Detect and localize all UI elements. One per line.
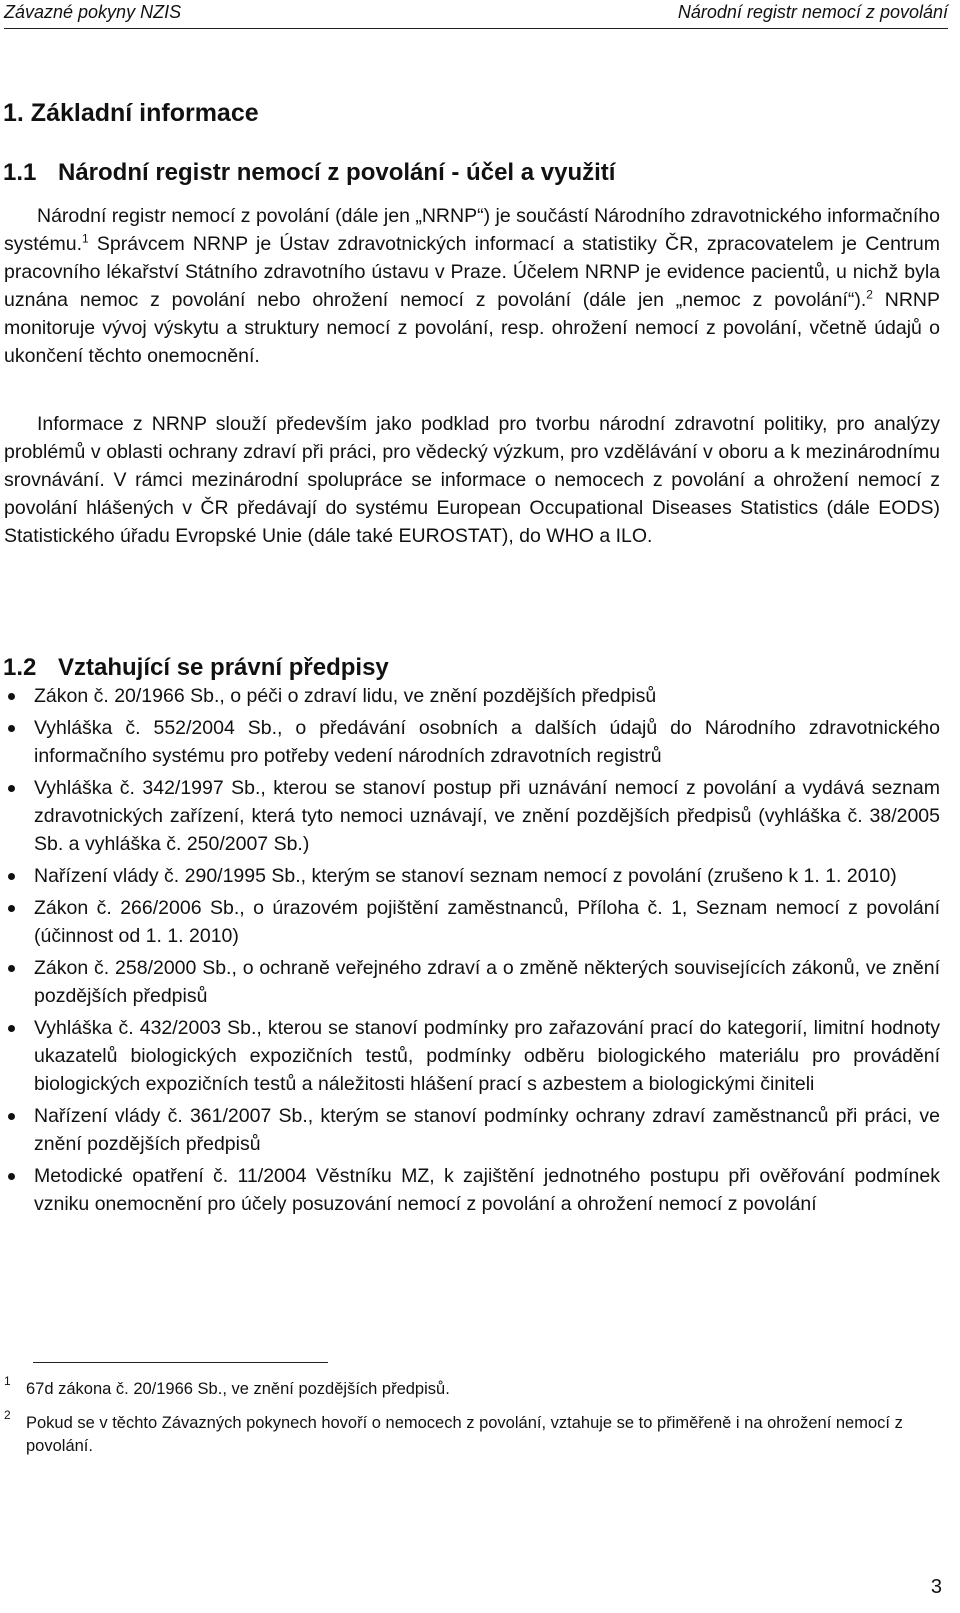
- list-item: Metodické opatření č. 11/2004 Věstníku MZ, k zajištění jednotného postupu při ověřování podmínek vzniku onemocnění pro účely posuzování nemocí z povolání a ohrožení nemocí z povolání: [4, 1162, 940, 1218]
- list-item: Zákon č. 258/2000 Sb., o ochraně veřejného zdraví a o změně některých souvisejících zákonů, ve znění pozdějších předpisů: [4, 954, 940, 1010]
- header-left: Závazné pokyny NZIS: [4, 2, 182, 22]
- list-item: Zákon č. 266/2006 Sb., o úrazovém pojištění zaměstnanců, Příloha č. 1, Seznam nemocí z povolání (účinnost od 1. 1. 2010): [4, 894, 940, 950]
- footnote-text: 67d zákona č. 20/1966 Sb., ve znění pozdějších předpisů.: [26, 1380, 450, 1398]
- list-item: Vyhláška č. 432/2003 Sb., kterou se stanoví podmínky pro zařazování prací do kategorií, limitní hodnoty ukazatelů biologických expozičních testů, podmínky odběru biologického materiálu pro provádění biologických expozičních testů a náležitosti hlášení prací s azbestem a biologickými činiteli: [4, 1014, 940, 1098]
- list-item: Nařízení vlády č. 290/1995 Sb., kterým se stanoví seznam nemocí z povolání (zrušeno k 1. 1. 2010): [4, 862, 940, 890]
- footnote-mark: 1: [4, 1374, 11, 1388]
- list-item: Zákon č. 20/1966 Sb., o péči o zdraví lidu, ve znění pozdějších předpisů: [4, 682, 940, 710]
- footnote-ref-2[interactable]: 2: [866, 287, 873, 302]
- header-right: Národní registr nemocí z povolání: [677, 2, 948, 22]
- section-number: 1.2: [3, 654, 37, 681]
- footnote-divider: [33, 1362, 328, 1363]
- page-header: [4, 0, 948, 29]
- footnote-1: [4, 1374, 940, 1401]
- section-heading-1-1: [3, 158, 615, 188]
- paragraph-text: Národní registr nemocí z povolání (dále jen „NRNP“) je součástí Národního zdravotnického informačního systému.: [4, 205, 940, 255]
- footnote-ref-1[interactable]: 1: [82, 231, 89, 246]
- footnote-2: [4, 1408, 940, 1458]
- footnote-text: Pokud se v těchto Závazných pokynech hovoří o nemocech z povolání, vztahuje se to přiměřeně i na ohrožení nemocí z povolání.: [26, 1414, 903, 1455]
- paragraph-usage: Informace z NRNP slouží především jako podklad pro tvorbu národní zdravotní politiky, pro analýzy problémů v oblasti ochrany zdraví při práci, pro vědecký výzkum, pro vzdělávání v oboru a k mezinárodnímu srovnávání. V rámci mezinárodní spolupráce se informace o nemocech z povolání a ohrožení nemocí z povolání hlášených v ČR předávají do systému European Occupational Diseases Statistics (dále EODS) Statistického úřadu Evropské Unie (dále také EUROSTAT), do WHO a ILO.: [4, 413, 940, 547]
- section-heading-1: 1. Základní informace: [3, 99, 259, 127]
- list-item: Vyhláška č. 552/2004 Sb., o předávání osobních a dalších údajů do Národního zdravotnického informačního systému pro potřeby vedení národních zdravotních registrů: [4, 714, 940, 770]
- page-number: 3: [930, 1576, 942, 1598]
- section-number: 1.1: [3, 159, 37, 186]
- paragraph-purpose: [4, 202, 940, 370]
- section-title: Národní registr nemocí z povolání - účel a využití: [58, 159, 616, 186]
- paragraph-text: NRNP monitoruje vývoj výskytu a struktury nemocí z povolání, resp. ohrožení nemocí z povolání, včetně údajů o ukončení těchto onemocnění.: [4, 289, 940, 367]
- legal-regulations-list: [4, 682, 940, 1222]
- list-item: Vyhláška č. 342/1997 Sb., kterou se stanoví postup při uznávání nemocí z povolání a vydává seznam zdravotnických zařízení, která tyto nemoci uznávají, ve znění pozdějších předpisů (vyhláška č. 38/2005 Sb. a vyhláška č. 250/2007 Sb.): [4, 774, 940, 858]
- section-title: Vztahující se právní předpisy: [58, 654, 389, 681]
- list-item: Nařízení vlády č. 361/2007 Sb., kterým se stanoví podmínky ochrany zdraví zaměstnanců při práci, ve znění pozdějších předpisů: [4, 1102, 940, 1158]
- footnote-mark: 2: [4, 1408, 11, 1422]
- section-heading-1-2: [3, 653, 389, 683]
- paragraph-text: Správcem NRNP je Ústav zdravotnických informací a statistiky ČR, zpracovatelem je Centrum pracovního lékařství Státního zdravotního ústavu v Praze. Účelem NRNP je evidence pacientů, u nichž byla uznána nemoc z povolání nebo ohrožení nemocí z povolání (dále jen „nemoc z povolání“).: [4, 233, 940, 311]
